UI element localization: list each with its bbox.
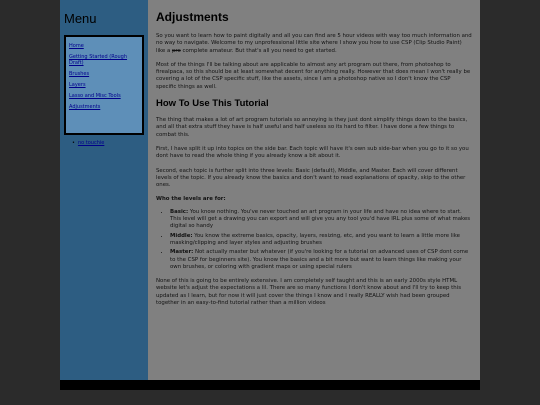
footer-bar: [60, 380, 480, 390]
nav-link-getting-started[interactable]: Getting Started (Rough Draft): [69, 54, 128, 66]
section-heading: How To Use This Tutorial: [156, 98, 269, 110]
menu-box: [64, 35, 144, 135]
levels-list: [170, 209, 472, 271]
level-item-basic: • Basic: You know nothing. You've never touched an art program in your life and have no idea where to start. This level will get a drawing you can export and will give you any tool you'd have IRL plus some of what makes digital so handy: [170, 209, 472, 231]
paragraph: First, I have split it up into topics on the side bar. Each topic will have it's own sub side-bar when you go to it so you dont have to read the whole thing if you already know a bit about it.: [156, 145, 469, 160]
paragraph: The thing that makes a lot of art program tutorials so annoying is they just dont simplify things down to the basics, and all that extra stuff they have is half useful and half useless so its hard to filter. I have done a few things to combat this.: [156, 117, 468, 138]
nav-link-adjustments[interactable]: Adjustments: [69, 104, 101, 110]
intro-paragraph-1: So you want to learn how to paint digitally and all you can find are 5 hour videos with way too much information and no way to navigate. Welcome to my unprofessional little site where I show you how to use CSP (Clip Studio Paint) like a pro complete amateur. But that's all you need to get started.: [156, 33, 472, 54]
nav-link-layers[interactable]: Layers: [69, 82, 86, 88]
intro-paragraph-2: Most of the things I'll be talking about are applicable to almost any art program out there, from photoshop to firealpaca, so this should be at least somewhat decent for anything really. However that does mean I won't really be covering a lot of the CSP specific stuff, like the assets, since I am a photoshop native so I don't know the CSP specific things as well.: [156, 61, 471, 90]
paragraph: Second, each topic is further split into three levels: Basic (default), Middle, and Master. Each will cover different levels of the topic. If you already know the basics and don't want to read explanations of opacity, skip to the other ones.: [156, 167, 466, 189]
sub-nav: [72, 140, 104, 146]
nav-link-lasso-misc[interactable]: Lasso and Misc Tools: [69, 93, 121, 99]
level-item-middle: • Middle: You know the extreme basics, opacity, layers, resizing, etc, and you want to learn a little more like masking/clipping and layer styles and adjusting brushes: [170, 233, 472, 248]
menu-title: Menu: [64, 11, 97, 26]
paragraph: None of this is going to be entirely extensive. I am completely self taught and this is an early 2000s style HTML website let's adjust the expectations a lil. There are so many functions I don't know about and I'll try to keep this updated as I learn, but for now it will just cover the things I know and I really REALLY wish had been grouped together in an easy-to-find tutorial rather than a million videos: [156, 278, 462, 307]
nav-link-home[interactable]: Home: [69, 43, 84, 49]
levels-label: Who the levels are for:: [156, 196, 226, 203]
page-title: Adjustments: [156, 10, 229, 24]
level-item-master: • Master: Not actually master but whatever (if you're looking for a tutorial on advanced uses of CSP dont come to the CSP for beginners site). You know the basics and a bit more but want to learn things like making your own brushes, or coloring with gradient maps or using special rulers: [170, 249, 472, 271]
sidebar: [60, 0, 148, 380]
nav-link-brushes[interactable]: Brushes: [69, 71, 90, 77]
sub-nav-link[interactable]: • no touchie: [72, 140, 104, 146]
main-content: [148, 0, 480, 380]
